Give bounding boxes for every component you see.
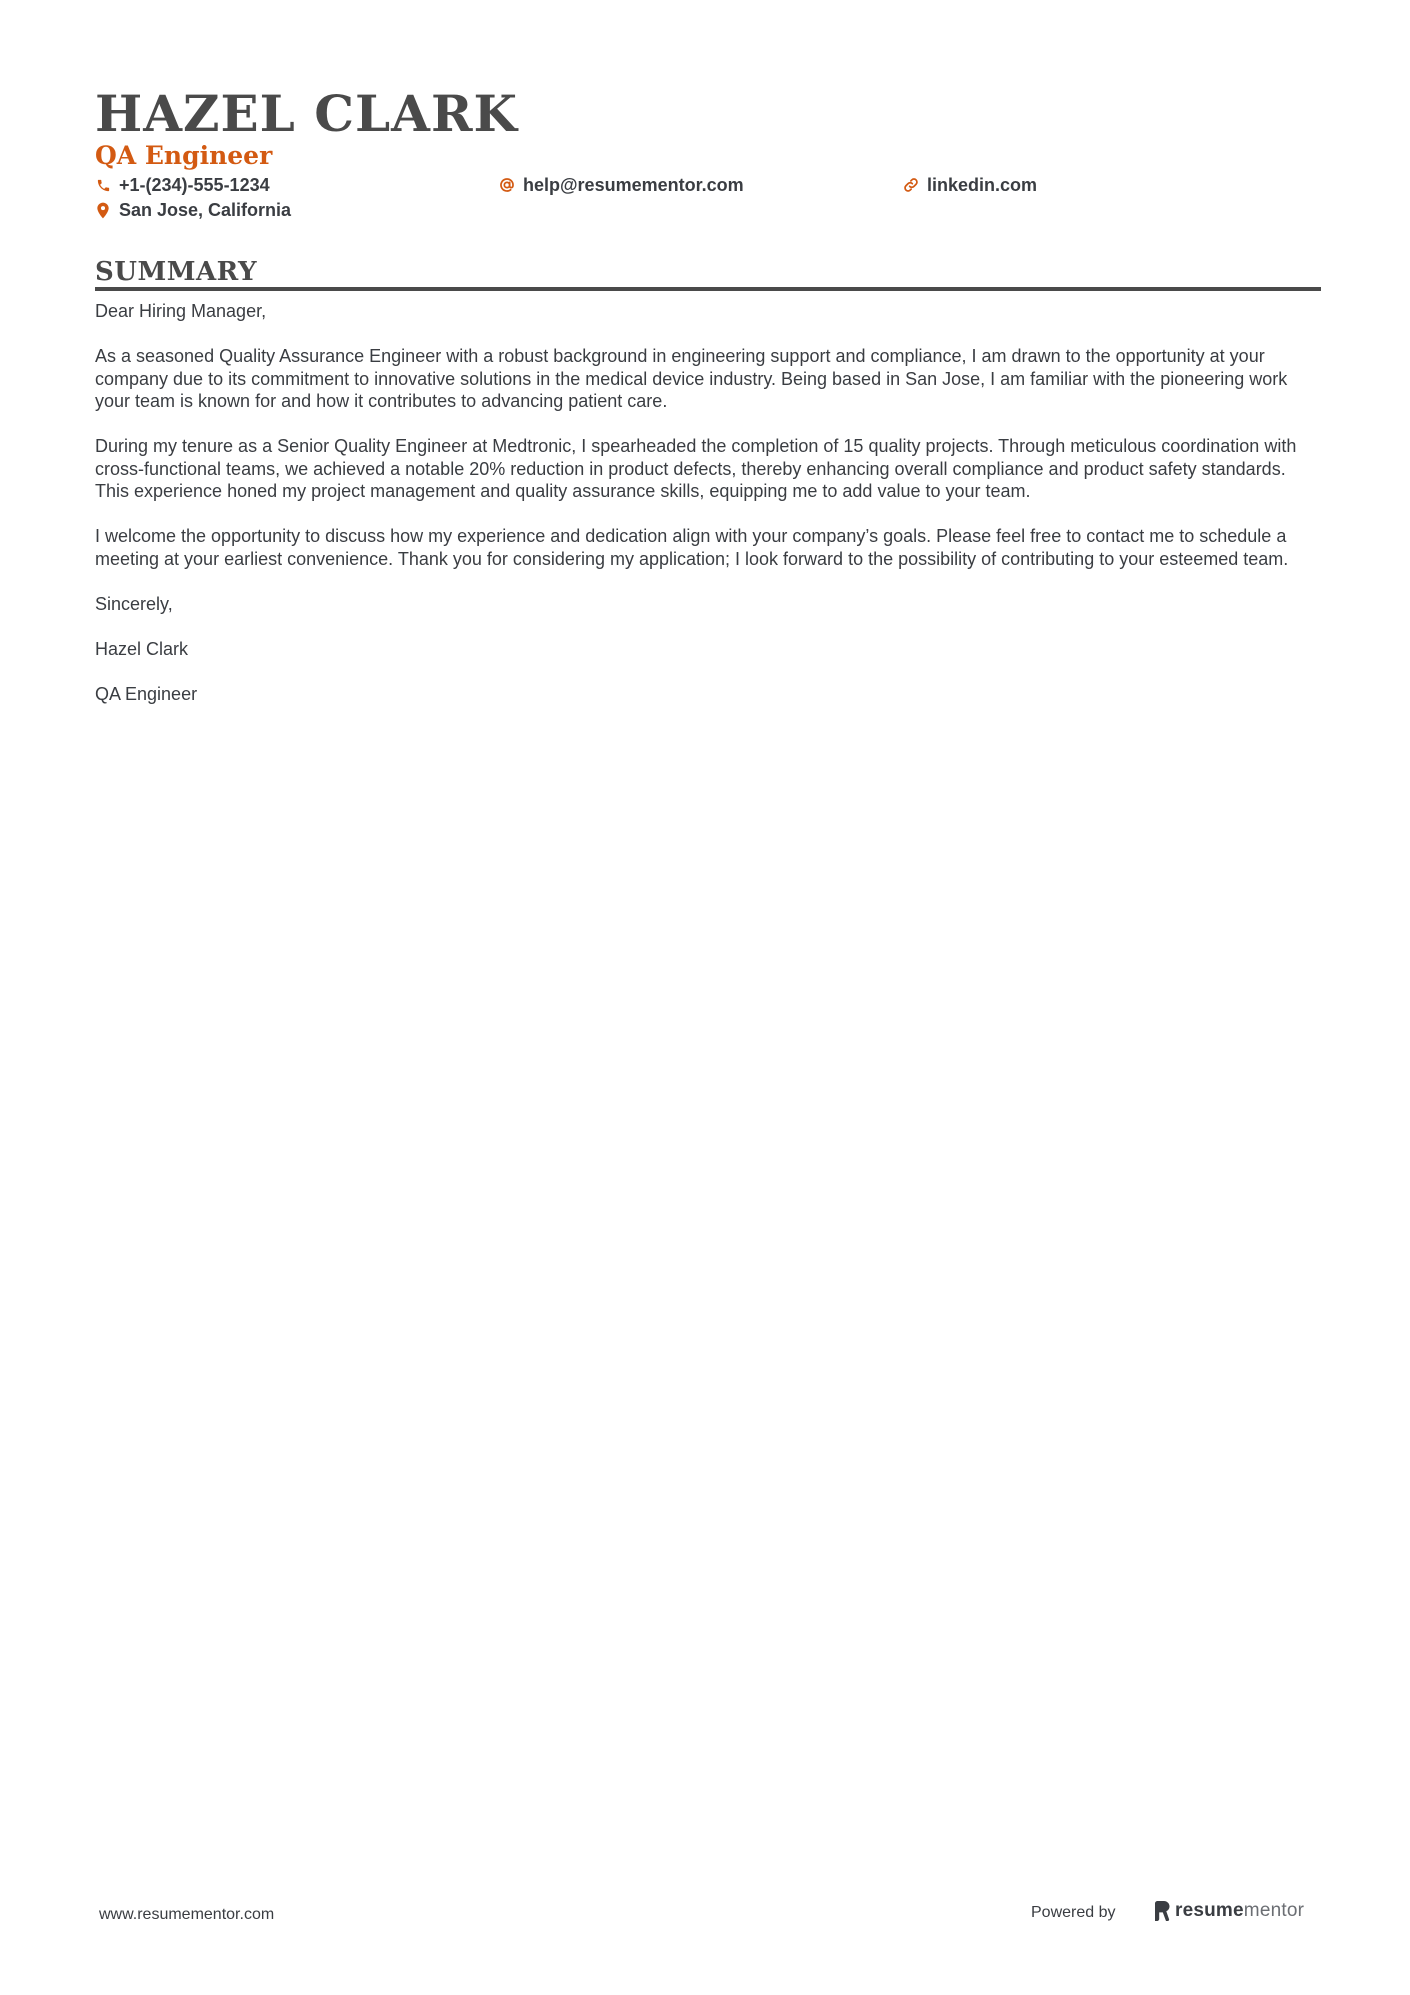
letter-closing: Sincerely, <box>95 593 173 614</box>
signature-name: Hazel Clark <box>95 638 189 659</box>
phone-value: +1-(234)-555-1234 <box>119 174 270 195</box>
contact-link <box>903 173 1037 197</box>
section-divider <box>95 287 1321 291</box>
signature-title: QA Engineer <box>95 683 198 704</box>
resumementor-logo-icon <box>1153 1900 1171 1922</box>
phone-icon <box>95 176 111 194</box>
brand-logo[interactable] <box>1153 1900 1304 1922</box>
location-value: San Jose, California <box>119 199 292 220</box>
cover-letter-page <box>95 0 1321 1995</box>
location-pin-icon <box>95 201 111 219</box>
at-sign-icon <box>499 176 515 194</box>
footer-url[interactable]: www.resumementor.com <box>99 1906 275 1923</box>
link-icon <box>903 176 919 194</box>
letter-body <box>95 300 1321 728</box>
applicant-role: QA Engineer <box>95 141 273 170</box>
email-value[interactable]: help@resumementor.com <box>523 174 744 195</box>
applicant-name: HAZEL CLARK <box>95 84 518 143</box>
link-value[interactable]: linkedin.com <box>927 174 1038 195</box>
contact-phone <box>95 173 270 197</box>
letter-paragraph-2: During my tenure as a Senior Quality Engineer at Medtronic, I spearheaded the completion of 15 quality projects. Through meticulous coordination with cross-functional teams, we achieved a notable 20% reduction in product defects, thereby enhancing overall compliance and product safety standards. This experience honed my project management and quality assurance skills, equipping me to add value to your team. <box>95 436 1297 501</box>
contact-location <box>95 198 291 222</box>
letter-paragraph-3: I welcome the opportunity to discuss how my experience and dedication align with your company’s goals. Please feel free to contact me to schedule a meeting at your earliest convenience. Thank you for considering my application; I look forward to the possibility of contributing to your esteemed team. <box>95 526 1289 569</box>
brand-name <box>1175 1900 1304 1922</box>
letter-salutation: Dear Hiring Manager, <box>95 301 267 321</box>
brand-name-light: mentor <box>1243 1900 1305 1921</box>
letter-paragraph-1: As a seasoned Quality Assurance Engineer with a robust background in engineering support and compliance, I am drawn to the opportunity at your company due to its commitment to innovative solutions in the medical device industry. Being based in San Jose, I am familiar with the pioneering work your team is known for and how it contributes to advancing patient care. <box>95 346 1288 411</box>
section-title-summary: SUMMARY <box>95 257 258 287</box>
contact-email <box>499 173 744 197</box>
brand-name-bold: resume <box>1175 1900 1244 1921</box>
powered-by-label: Powered by <box>1031 1904 1116 1921</box>
